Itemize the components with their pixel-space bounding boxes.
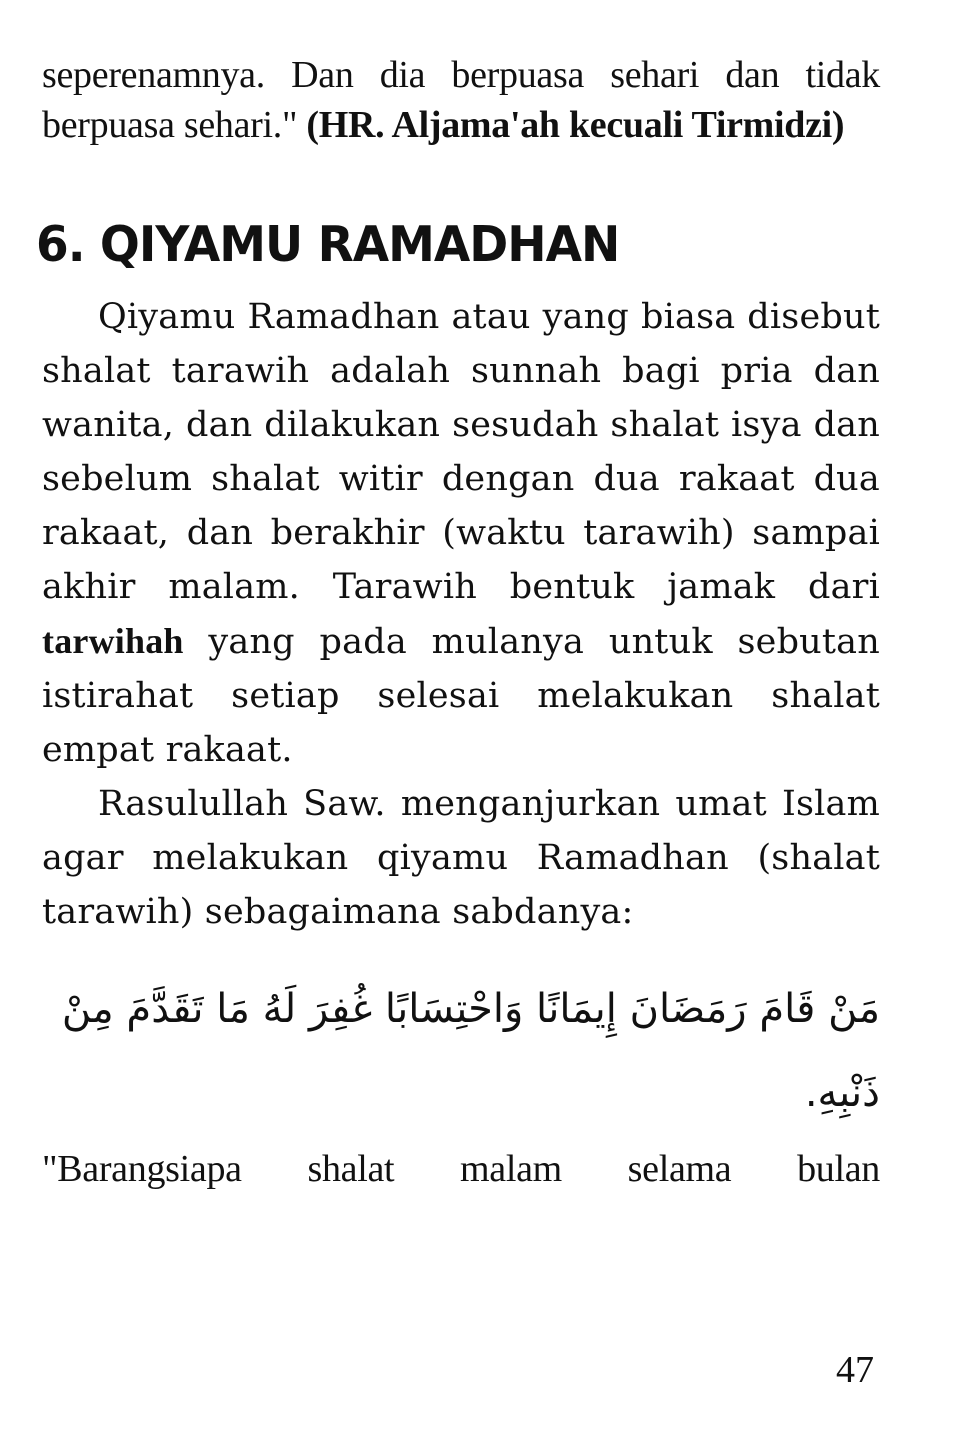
intro-text: seperenamnya. Dan dia berpuasa sehari dan tidak berpuasa sehari." [42, 54, 880, 146]
paragraph-1 [42, 290, 880, 777]
paragraph-1-text-a: Qiyamu Ramadhan atau yang biasa disebut shalat tarawih adalah sunnah bagi pria dan wanita, dan dilakukan sesudah shalat isya dan sebelum shalat witir dengan dua rakaat dua rakaat, dan berakhir (waktu tarawih) sampai akhir malam. Tarawih bentuk jamak dari [42, 297, 880, 607]
intro-citation: (HR. Aljama'ah kecuali Tirmidzi) [306, 104, 845, 146]
page-number: 47 [836, 1349, 874, 1391]
paragraph-1-term: tarwihah [42, 621, 184, 661]
section-heading: 6. QIYAMU RAMADHAN [36, 216, 620, 274]
paragraph-1-text-b: yang pada mulanya untuk sebutan istirahat setiap selesai melakukan shalat empat rakaat. [42, 622, 880, 770]
arabic-hadith: مَنْ قَامَ رَمَضَانَ إِيمَانًا وَاحْتِسَابًا غُفِرَ لَهُ مَا تَقَدَّمَ مِنْ ذَنْبِهِ. [61, 986, 880, 1116]
intro-paragraph [42, 50, 880, 150]
translation-quote: "Barangsiapa shalat malam selama bulan [42, 1148, 880, 1190]
paragraph-2: Rasulullah Saw. menganjurkan umat Islam agar melakukan qiyamu Ramadhan (shalat tarawih) sebagaimana sabdanya: [42, 784, 880, 932]
book-page [36, 50, 880, 1420]
